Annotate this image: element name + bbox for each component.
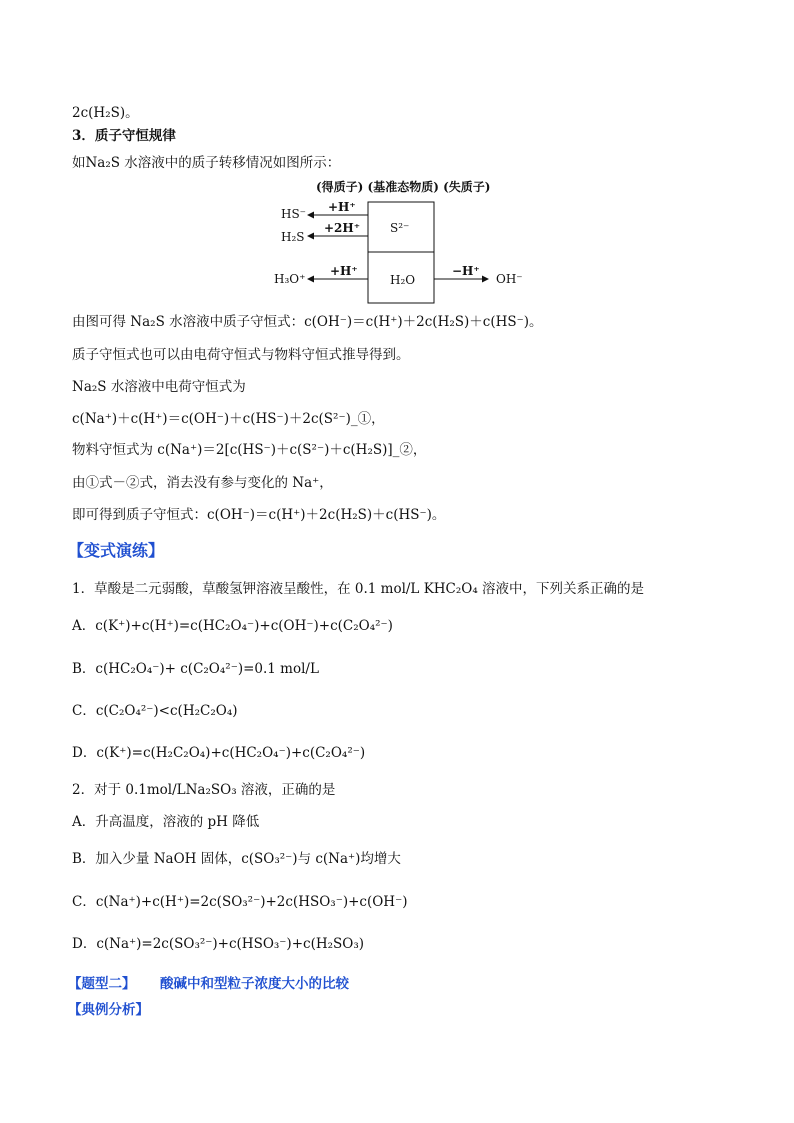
- label-arrow4: −H⁺: [452, 264, 480, 278]
- question-2-option-b: B．加入少量 NaOH 固体，c(SO₃²⁻)与 c(Na⁺)均增大: [72, 851, 401, 867]
- intro-line: 如Na₂S 水溶液中的质子转移情况如图所示：: [72, 155, 341, 171]
- practice-heading: 【变式演练】: [68, 541, 165, 560]
- proton-transfer-diagram: [270, 178, 530, 308]
- question-1: 1．草酸是二元弱酸，草酸氢钾溶液呈酸性，在 0.1 mol/L KHC₂O₄ 溶液中，下列关系正确的是: [72, 581, 645, 597]
- label-h3o: H₃O⁺: [274, 272, 306, 286]
- label-oh: OH⁻: [496, 272, 523, 286]
- label-hs: HS⁻: [281, 207, 307, 221]
- label-arrow2: +2H⁺: [324, 221, 361, 235]
- label-s2: S²⁻: [390, 221, 410, 235]
- question-2-option-a: A．升高温度，溶液的 pH 降低: [72, 814, 260, 830]
- fragment-line: 2c(H₂S)。: [72, 105, 139, 121]
- diagram-drawing: [270, 178, 530, 308]
- question-1-option-c: C．c(C₂O₄²⁻)<c(H₂C₂O₄): [72, 703, 238, 719]
- question-2: 2．对于 0.1mol/LNa₂SO₃ 溶液，正确的是: [72, 782, 336, 798]
- body-line-5: 物料守恒式为 c(Na⁺)＝2[c(HS⁻)＋c(S²⁻)＋c(H₂S)]_②，: [72, 442, 427, 458]
- question-2-option-d: D．c(Na⁺)=2c(SO₃²⁻)+c(HSO₃⁻)+c(H₂SO₃): [72, 936, 365, 952]
- body-line-7: 即可得到质子守恒式：c(OH⁻)＝c(H⁺)＋2c(H₂S)＋c(HS⁻)。: [72, 507, 446, 523]
- label-h2s: H₂S: [281, 230, 305, 244]
- example-heading: 【典例分析】: [68, 1002, 149, 1018]
- body-line-6: 由①式－②式，消去没有参与变化的 Na⁺，: [72, 475, 333, 491]
- type-title: 酸碱中和型粒子浓度大小的比较: [160, 976, 349, 992]
- question-2-option-c: C．c(Na⁺)+c(H⁺)=2c(SO₃²⁻)+2c(HSO₃⁻)+c(OH⁻): [72, 894, 408, 910]
- question-1-option-d: D．c(K⁺)=c(H₂C₂O₄)+c(HC₂O₄⁻)+c(C₂O₄²⁻): [72, 745, 366, 761]
- label-arrow3: +H⁺: [330, 264, 358, 278]
- type-tag: 【题型二】: [68, 976, 136, 992]
- question-1-option-a: A．c(K⁺)+c(H⁺)=c(HC₂O₄⁻)+c(OH⁻)+c(C₂O₄²⁻): [72, 618, 393, 634]
- body-line-4: c(Na⁺)＋c(H⁺)＝c(OH⁻)＋c(HS⁻)＋2c(S²⁻)_①，: [72, 411, 385, 427]
- body-line-3: Na₂S 水溶液中电荷守恒式为: [72, 379, 246, 395]
- question-1-option-b: B．c(HC₂O₄⁻)+ c(C₂O₄²⁻)=0.1 mol/L: [72, 661, 319, 677]
- body-line-2: 质子守恒式也可以由电荷守恒式与物料守恒式推导得到。: [72, 347, 410, 363]
- body-line-1: 由图可得 Na₂S 水溶液中质子守恒式：c(OH⁻)＝c(H⁺)＋2c(H₂S)＋c(HS⁻)。: [72, 314, 543, 330]
- section-heading: 3．质子守恒规律: [72, 128, 176, 144]
- diagram-header: (得质子) (基准态物质) (失质子): [316, 180, 491, 194]
- label-arrow1: +H⁺: [328, 200, 356, 214]
- label-h2o: H₂O: [390, 273, 416, 287]
